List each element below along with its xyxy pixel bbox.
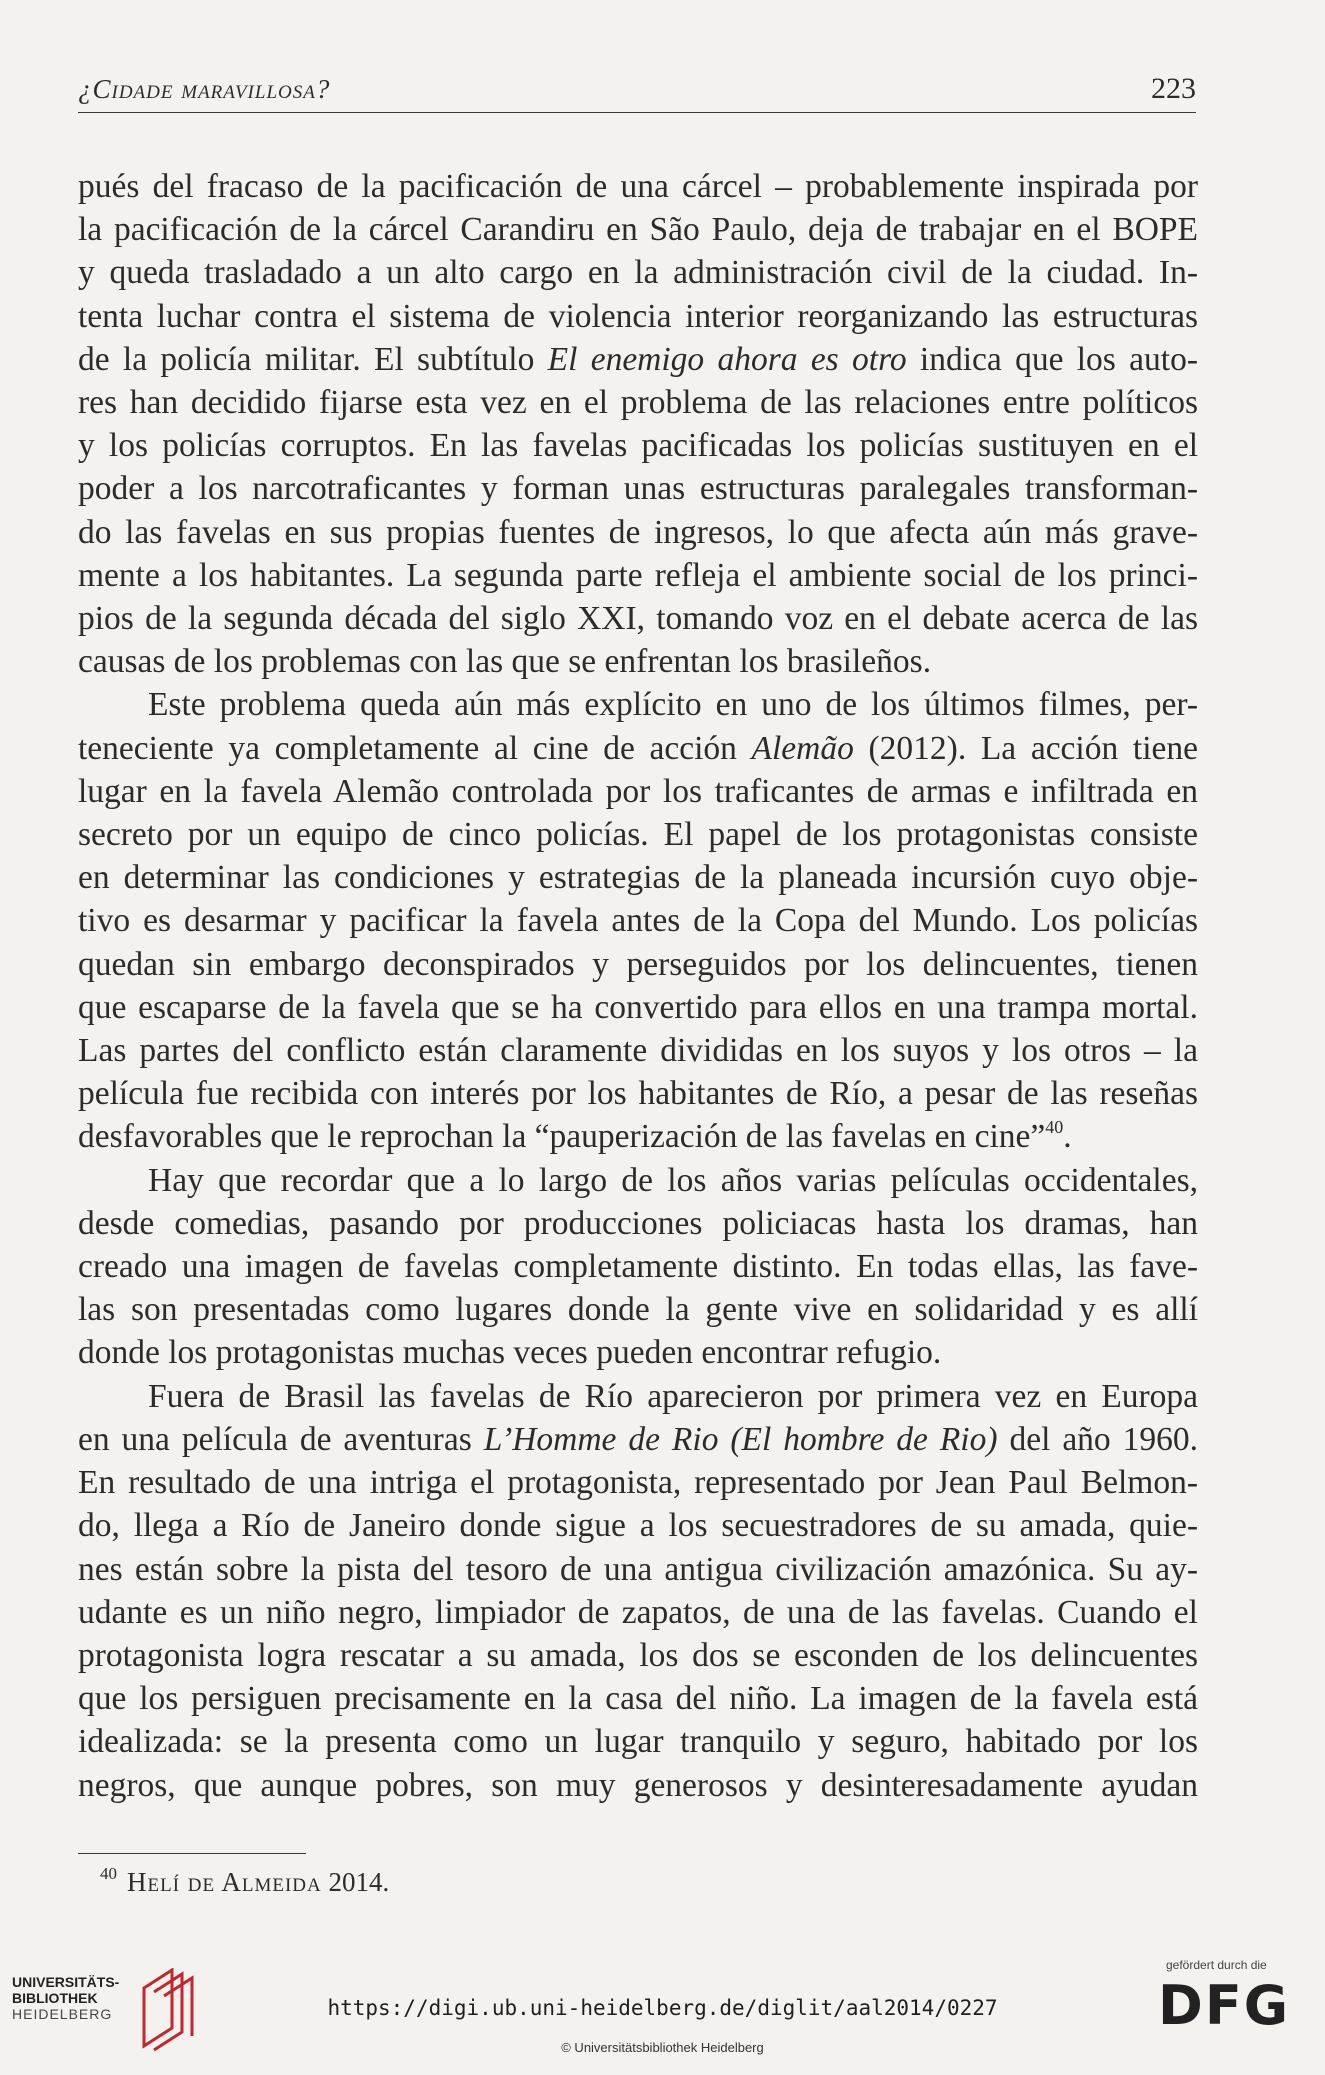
text-line: y queda trasladado a un alto cargo en la administración civil de la ciudad. In-	[78, 254, 1198, 292]
text-line: creado una imagen de favelas completamente distinto. En todas ellas, las fave-	[78, 1248, 1198, 1286]
text-line: En resultado de una intriga el protagonista, representado por Jean Paul Belmon-	[78, 1464, 1198, 1502]
funder-logo[interactable]	[1158, 1958, 1308, 2068]
footnote-author: Helí de Almeida	[127, 1867, 322, 1897]
text-line: de la policía militar. El subtítulo El enemigo ahora es otro indica que los auto-	[78, 340, 1198, 378]
text-line: que escaparse de la favela que se ha convertido para ellos en una trampa mortal.	[78, 988, 1198, 1026]
text-line: tenta luchar contra el sistema de violencia interior reorganizando las estructuras	[78, 297, 1198, 335]
text-line: desde comedias, pasando por producciones policiacas hasta los dramas, han	[78, 1204, 1198, 1242]
italic-film-title: Alemão	[751, 729, 854, 767]
text-line: teneciente ya completamente al cine de acción Alemão (2012). La acción tiene	[78, 729, 1198, 767]
text-line: secreto por un equipo de cinco policías. El papel de los protagonistas consiste	[78, 816, 1198, 854]
text-line: udante es un niño negro, limpiador de zapatos, de una de las favelas. Cuando el	[78, 1593, 1198, 1631]
footnote-year: 2014.	[321, 1867, 390, 1897]
text-line: las son presentadas como lugares donde la gente vive en solidaridad y es allí	[78, 1291, 1198, 1329]
italic-film-subtitle: El enemigo ahora es otro	[547, 340, 907, 378]
text-line: desfavorables que le reprochan la “pauperización de las favelas en cine”$^{40}$.	[78, 1117, 1072, 1156]
text-line: que los persiguen precisamente en la casa del niño. La imagen de la favela está	[78, 1680, 1198, 1718]
funder-caption: gefördert durch die	[1166, 1958, 1267, 1972]
text-line: mente a los habitantes. La segunda parte refleja el ambiente social de los princi-	[78, 556, 1198, 594]
footnote-number: 40	[100, 1864, 117, 1883]
text-line: protagonista logra rescatar a su amada, los dos se esconden de los delincuentes	[78, 1636, 1198, 1674]
paragraph-1	[78, 165, 1198, 683]
text-line: en una película de aventuras L’Homme de Rio (El hombre de Rio) del año 1960.	[78, 1420, 1198, 1458]
footnote-reference[interactable]: 40	[1045, 1117, 1064, 1138]
library-logo-text: UNIVERSITÄTS- BIBLIOTHEK HEIDELBERG	[12, 1974, 120, 2022]
text-line: Hay que recordar que a lo largo de los años varias películas occidentales,	[148, 1161, 1198, 1199]
text-line: Las partes del conflicto están claramente divididas en los suyos y los otros – la	[78, 1032, 1198, 1070]
italic-film-title: L’Homme de Rio (El hombre de Rio)	[483, 1420, 998, 1458]
footnote-divider	[78, 1853, 306, 1854]
footnote	[100, 1864, 389, 1898]
text-line: Fuera de Brasil las favelas de Río aparecieron por primera vez en Europa	[148, 1377, 1198, 1415]
page-header	[78, 66, 1196, 113]
text-line: poder a los narcotraficantes y forman unas estructuras paralegales transforman-	[78, 470, 1198, 508]
text-line: pués del fracaso de la pacificación de una cárcel – probablemente inspirada por	[78, 168, 1198, 205]
text-line: res han decidido fijarse esta vez en el problema de las relaciones entre políticos	[78, 384, 1198, 422]
text-line: negros, que aunque pobres, son muy generosos y desinteresadamente ayudan	[78, 1766, 1198, 1804]
body-text	[78, 165, 1198, 1807]
text-line: pios de la segunda década del siglo XXI, tomando voz en el debate acerca de las	[78, 600, 1198, 638]
text-line: nes están sobre la pista del tesoro de una antigua civilización amazónica. Su ay-	[78, 1550, 1198, 1588]
text-line: causas de los problemas con las que se enfrentan los brasileños.	[78, 643, 932, 681]
text-line: lugar en la favela Alemão controlada por los traficantes de armas e infiltrada en	[78, 772, 1198, 810]
text-line: y los policías corruptos. En las favelas pacificadas los policías sustituyen en el	[78, 427, 1198, 465]
text-line: película fue recibida con interés por los habitantes de Río, a pesar de las reseñas	[78, 1075, 1198, 1113]
text-line: la pacificación de la cárcel Carandiru en São Paulo, deja de trabajar en el BOPE	[78, 211, 1198, 249]
paragraph-3	[78, 1159, 1198, 1375]
source-url-link[interactable]: https://digi.ub.uni-heidelberg.de/diglit/aal2014/0227	[327, 1996, 998, 2020]
text-line: do, llega a Río de Janeiro donde sigue a los secuestradores de su amada, quie-	[78, 1507, 1198, 1545]
text-line: quedan sin embargo deconspirados y perseguidos por los delincuentes, tienen	[78, 945, 1198, 983]
dfg-logo-icon: DFG	[1158, 1974, 1291, 2037]
text-line: tivo es desarmar y pacificar la favela antes de la Copa del Mundo. Los policías	[78, 902, 1198, 940]
text-line: donde los protagonistas muchas veces pueden encontrar refugio.	[78, 1334, 942, 1372]
paragraph-2	[78, 683, 1198, 1158]
paragraph-4	[78, 1375, 1198, 1807]
text-line: idealizada: se la presenta como un lugar tranquilo y seguro, habitado por los	[78, 1723, 1198, 1761]
text-line: en determinar las condiciones y estrategias de la planeada incursión cuyo obje-	[78, 859, 1198, 897]
text-line: do las favelas en sus propias fuentes de ingresos, lo que afecta aún más grave-	[78, 513, 1198, 551]
running-title: ¿Cidade maravillosa?	[78, 74, 331, 104]
page-number: 223	[1151, 72, 1196, 105]
text-line: Este problema queda aún más explícito en uno de los últimos filmes, per-	[148, 686, 1198, 724]
copyright-notice: © Universitätsbibliothek Heidelberg	[561, 2040, 764, 2055]
